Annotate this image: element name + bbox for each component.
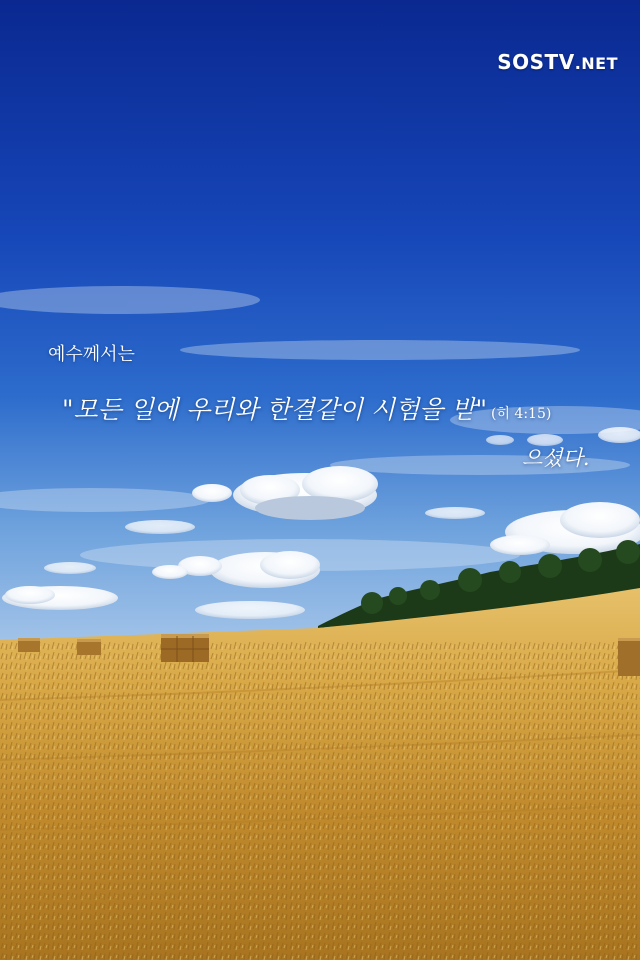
verse-reference: (히 4:15) bbox=[490, 406, 552, 422]
verse-line-1: 예수께서는 bbox=[48, 344, 135, 365]
verse-line-2 bbox=[62, 390, 551, 426]
brand-logo bbox=[497, 50, 618, 74]
verse-line-3: 으셨다. bbox=[522, 446, 590, 470]
brand-name: SOSTV bbox=[497, 50, 575, 74]
verse-quote: "모든 일에 우리와 한결같이 시험을 받" bbox=[62, 395, 487, 424]
brand-suffix: .NET bbox=[574, 54, 618, 73]
